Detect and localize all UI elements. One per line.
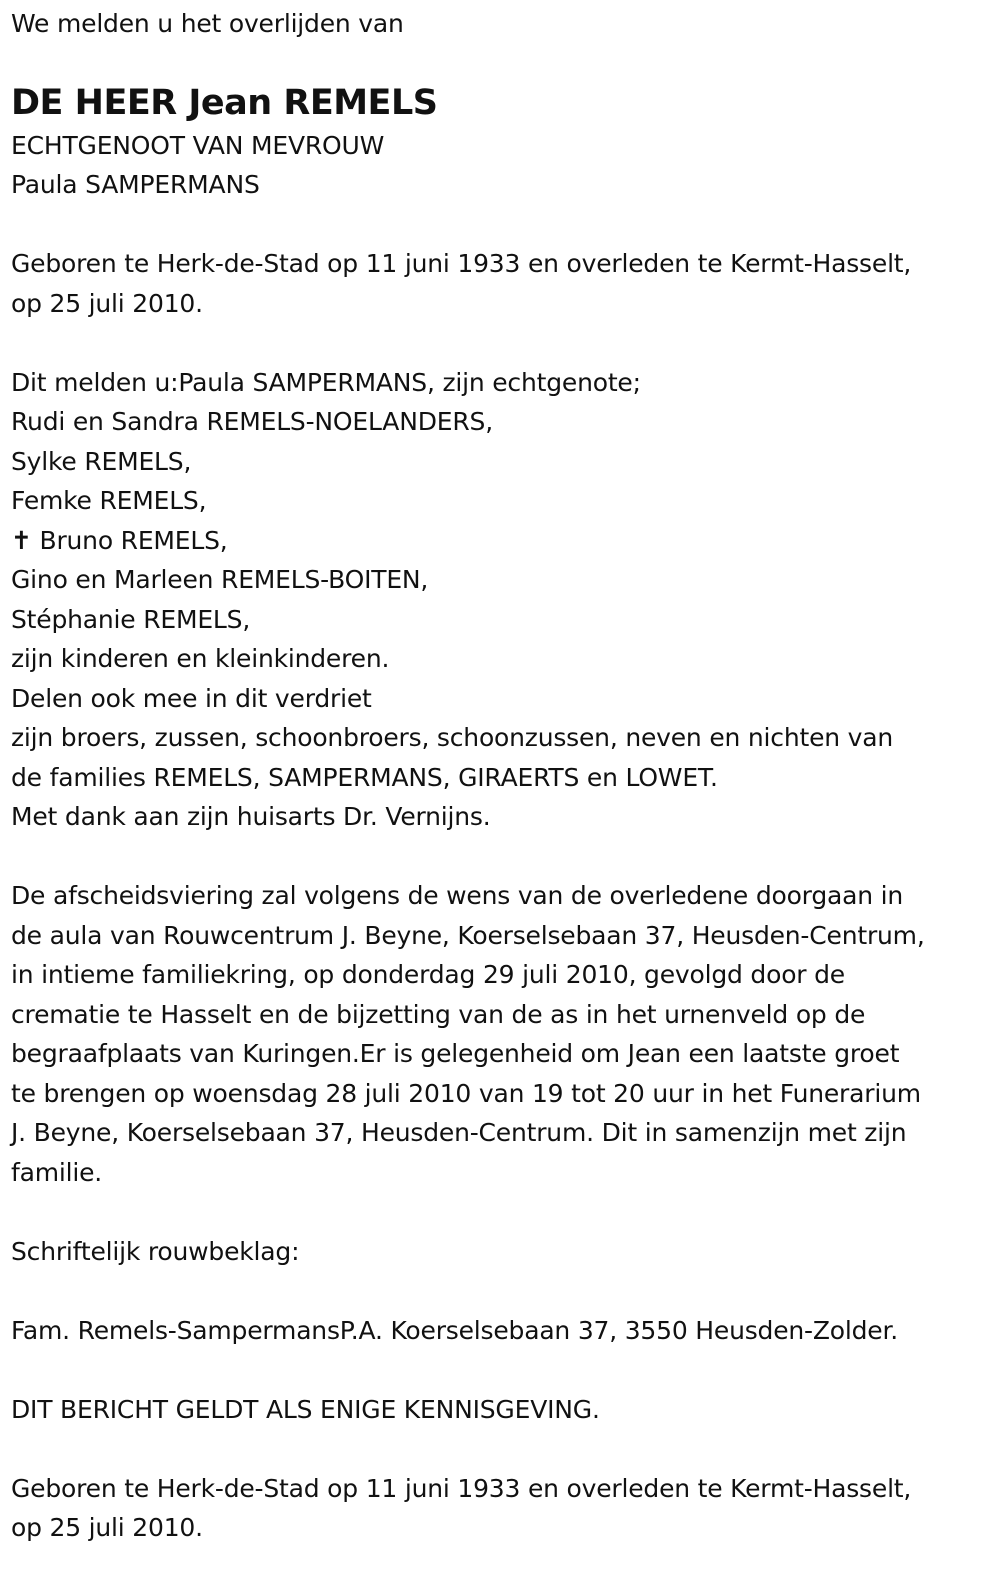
spacer	[11, 205, 991, 245]
birth-death-line: Geboren te Herk-de-Stad op 11 juni 1933 en overleden te Kermt-Hasselt,	[11, 249, 912, 278]
mourner-line: Rudi en Sandra REMELS-NOELANDERS,	[11, 407, 493, 436]
mourner-line: Femke REMELS,	[11, 486, 207, 515]
mourner-line: Gino en Marleen REMELS-BOITEN,	[11, 565, 429, 594]
mourner-line: Met dank aan zijn huisarts Dr. Vernijns.	[11, 802, 491, 831]
spacer	[11, 1429, 991, 1469]
mourner-line: Dit melden u:Paula SAMPERMANS, zijn echtgenote;	[11, 367, 641, 397]
spacer	[11, 1271, 991, 1311]
mourner-line: zijn kinderen en kleinkinderen.	[11, 644, 390, 673]
spouse-line-2: Paula SAMPERMANS	[11, 170, 260, 199]
birth-death-repeat-line: op 25 juli 2010.	[11, 1513, 203, 1542]
birth-death-repeat-line: Geboren te Herk-de-Stad op 11 juni 1933 en overleden te Kermt-Hasselt,	[11, 1473, 912, 1503]
condolences-label: Schriftelijk rouwbeklag:	[11, 1236, 300, 1266]
ceremony-line: in intieme familiekring, op donderdag 29 juli 2010, gevolgd door de	[11, 960, 845, 989]
spacer	[11, 1192, 991, 1232]
mourner-line: zijn broers, zussen, schoonbroers, schoonzussen, neven en nichten van	[11, 723, 894, 752]
deceased-name: DE HEER Jean REMELS	[11, 82, 438, 123]
ceremony-line: crematie te Hasselt en de bijzetting van de as in het urnenveld op de	[11, 999, 866, 1029]
birth-death-line: op 25 juli 2010.	[11, 288, 203, 318]
ceremony-line: J. Beyne, Koerselsebaan 37, Heusden-Centrum. Dit in samenzijn met zijn	[11, 1118, 907, 1147]
spacer	[11, 1350, 991, 1390]
mourner-line: Sylke REMELS,	[11, 446, 192, 476]
mourner-line: Delen ook mee in dit verdriet	[11, 683, 372, 713]
spacer	[11, 323, 991, 363]
condolences-address: Fam. Remels-SampermansP.A. Koerselsebaan 37, 3550 Heusden-Zolder.	[11, 1315, 899, 1345]
ceremony-line: te brengen op woensdag 28 juli 2010 van 19 tot 20 uur in het Funerarium	[11, 1078, 921, 1108]
intro-text: We melden u het overlijden van	[11, 9, 404, 38]
ceremony-line: begraafplaats van Kuringen.Er is gelegenheid om Jean een laatste groet	[11, 1039, 900, 1068]
mourner-line: de families REMELS, SAMPERMANS, GIRAERTS en LOWET.	[11, 762, 718, 792]
spouse-line-1: ECHTGENOOT VAN MEVROUW	[11, 130, 385, 160]
ceremony-line: familie.	[11, 1157, 103, 1187]
ceremony-line: de aula van Rouwcentrum J. Beyne, Koerselsebaan 37, Heusden-Centrum,	[11, 920, 925, 950]
mourner-line-deceased	[11, 521, 991, 561]
notice-text: DIT BERICHT GELDT ALS ENIGE KENNISGEVING.	[11, 1394, 600, 1424]
mourner-line: Stéphanie REMELS,	[11, 604, 251, 634]
spacer	[11, 837, 991, 877]
cross-icon: ✝	[11, 525, 32, 555]
obituary-document	[11, 0, 991, 1548]
mourner-name: Bruno REMELS,	[39, 525, 228, 555]
ceremony-line: De afscheidsviering zal volgens de wens van de overledene doorgaan in	[11, 881, 904, 910]
